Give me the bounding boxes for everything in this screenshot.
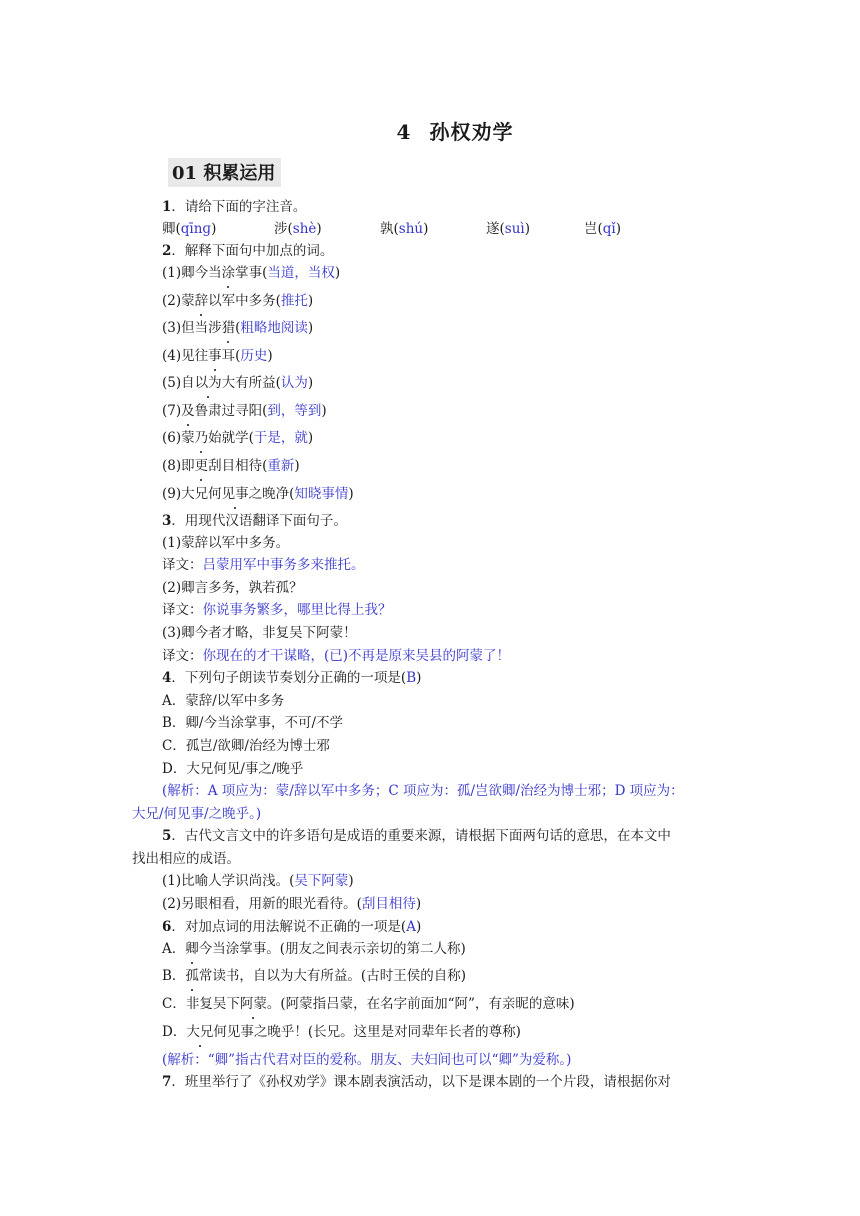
q1-item: 岂(qǐ) bbox=[584, 221, 622, 237]
q6-option: A．卿今当涂掌事。(朋友之间表示亲切的第二人称) bbox=[162, 941, 466, 957]
q4-option: D．大兄何见/事之/晚乎 bbox=[162, 761, 304, 777]
q1-item: 遂(suì) bbox=[486, 221, 531, 237]
q4-analysis: 大兄/何见事/之晚乎。) bbox=[132, 806, 262, 822]
q3-stem: 3．用现代汉语翻译下面句子。 bbox=[162, 513, 347, 529]
q7-stem: 7．班里举行了《孙权劝学》课本剧表演活动，以下是课本剧的一个片段，请根据你对 bbox=[162, 1074, 671, 1090]
q2-item: (9)大兄何见事之晚净(知晓事情) bbox=[162, 486, 354, 502]
lesson-title: 孙权劝学 bbox=[429, 120, 514, 144]
q6-analysis: (解析：“卿”指古代君对臣的爱称。朋友、夫妇间也可以“卿”为爱称。) bbox=[162, 1052, 572, 1068]
q3-source: (3)卿今者才略，非复吴下阿蒙！ bbox=[162, 625, 357, 641]
q1-item: 涉(shè) bbox=[274, 221, 322, 237]
q6-option: D．大兄何见事之晚乎！(长兄。这里是对同辈年长者的尊称) bbox=[162, 1024, 521, 1040]
q2-item: (4)见往事耳(历史) bbox=[162, 348, 273, 364]
q5-stem: 5．古代文言文中的许多语句是成语的重要来源，请根据下面两句话的意思，在本文中 bbox=[162, 828, 671, 844]
q2-item: (3)但当涉猎(粗略地阅读) bbox=[162, 320, 314, 336]
q6-option: C．非复吴下阿蒙。(阿蒙指吕蒙，在名字前面加“阿”，有亲昵的意味) bbox=[162, 996, 575, 1012]
q6-stem: 6．对加点词的用法解说不正确的一项是(A) bbox=[162, 919, 422, 935]
q2-item: (5)自以为大有所益(认为) bbox=[162, 375, 314, 391]
page-title bbox=[0, 116, 860, 145]
q2-item: (7)及鲁肃过寻阳(到，等到) bbox=[162, 403, 327, 419]
q4-option: C．孤岂/欲卿/治经为博士邪 bbox=[162, 738, 330, 754]
q4-option: A．蒙辞/以军中多务 bbox=[162, 693, 285, 709]
q3-translation: 译文：你说事务繁多，哪里比得上我？ bbox=[162, 602, 392, 618]
lesson-number: 4 bbox=[396, 120, 412, 144]
q2-item: (6)蒙乃始就学(于是，就) bbox=[162, 430, 314, 446]
section-heading: 01 积累运用 bbox=[168, 158, 281, 187]
q2-item: (2)蒙辞以军中多务(推托) bbox=[162, 293, 314, 309]
q3-translation: 译文：吕蒙用军中事务多来推托。 bbox=[162, 557, 365, 573]
q6-option: B．孤常读书，自以为大有所益。(古时王侯的自称) bbox=[162, 968, 466, 984]
q5-stem-cont: 找出相应的成语。 bbox=[132, 851, 240, 867]
q5-item: (2)另眼相看，用新的眼光看待。(刮目相待) bbox=[162, 896, 422, 912]
q4-option: B．卿/今当涂掌事，不可/不学 bbox=[162, 715, 344, 731]
q4-analysis: (解析：A 项应为：蒙/辞以军中多务；C 项应为：孤/岂欲卿/治经为博士邪；D 项应为： bbox=[162, 783, 684, 799]
q1-item: 孰(shú) bbox=[380, 221, 429, 237]
q5-item: (1)比喻人学识尚浅。(吴下阿蒙) bbox=[162, 873, 354, 889]
q3-translation: 译文：你现在的才干谋略，(已)不再是原来吴县的阿蒙了！ bbox=[162, 648, 511, 664]
q2-item: (8)即更刮目相待(重新) bbox=[162, 458, 300, 474]
q4-stem: 4．下列句子朗读节奏划分正确的一项是(B) bbox=[162, 670, 422, 686]
q1-item: 卿(qīnɡ) bbox=[162, 221, 217, 237]
q2-item: (1)卿今当涂掌事(当道，当权) bbox=[162, 265, 341, 281]
q2-stem: 2．解释下面句中加点的词。 bbox=[162, 243, 334, 259]
q1-stem: 1．请给下面的字注音。 bbox=[162, 199, 307, 215]
q3-source: (2)卿言多务，孰若孤？ bbox=[162, 580, 303, 596]
q3-source: (1)蒙辞以军中多务。 bbox=[162, 535, 290, 551]
